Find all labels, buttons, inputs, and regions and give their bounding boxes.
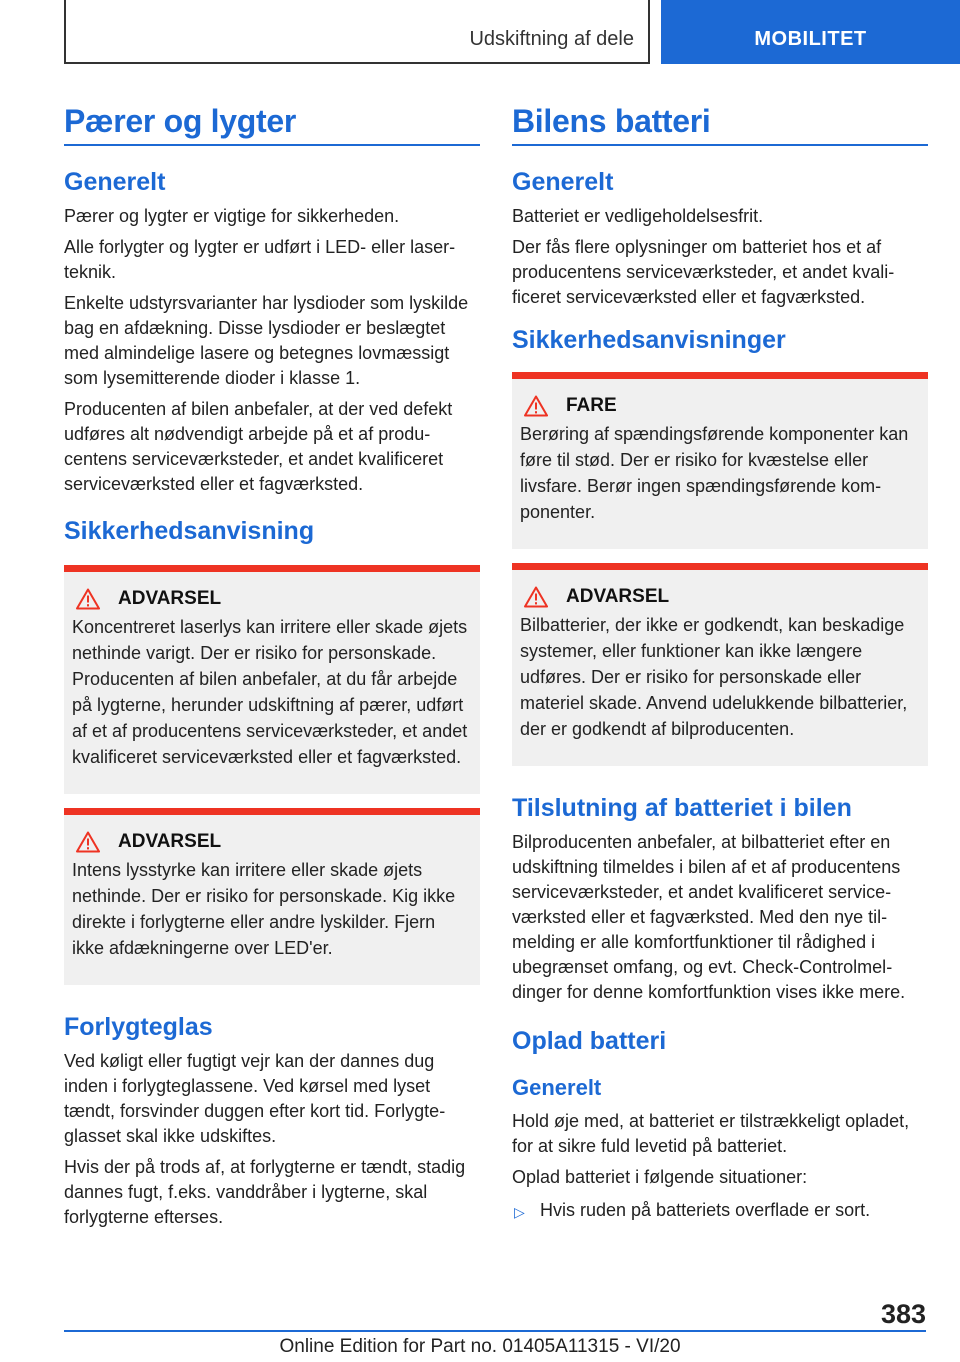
warning-text: Berøring af spændingsførende komponenter kan føre til stød. Der er risiko for kvæstelse eller livsfare. Berør ingen spændingsførende komponenter. — [520, 424, 909, 522]
warning-label: ADVARSEL — [118, 588, 222, 609]
heading-general-bulbs: Generelt — [64, 168, 166, 196]
warning-title — [520, 586, 920, 608]
right-column — [512, 100, 928, 1225]
heading-connect-battery: Tilslutning af batteriet i bilen — [512, 794, 852, 822]
section-title-bulbs: Pærer og lygter — [64, 100, 480, 146]
warning-text: Intens lysstyrke kan irritere eller skade øjets nethinde. Der er risiko for personskade. Kig ikke direkte i forlygterne eller andre lyskilder. Fjern ikke afdækningerne over LED'er. — [72, 860, 456, 958]
warning-label: ADVARSEL — [118, 831, 222, 852]
triangle-bullet-icon: ▷ — [514, 1204, 525, 1220]
warning-text: Bilbatterier, der ikke er godkendt, kan beskadige systemer, eller funktioner kan ikke længere udføres. Der er risiko for personskade eller materiel skade. Anvend udelukkende bilbatterier, der er godkendt af bilproducenten. — [520, 615, 908, 739]
paragraph: Batteriet er vedligeholdelsesfrit. — [512, 206, 764, 226]
list-item-text: Hvis ruden på batteriets overflade er sort. — [540, 1200, 871, 1220]
paragraph: Hvis der på trods af, at forlygterne er tændt, stadig dannes fugt, f.eks. vanddråber i lygterne, skal forlygterne efterses. — [64, 1157, 466, 1227]
footer-edition: Online Edition for Part no. 01405A11315 - VI/20 — [279, 1336, 681, 1357]
warning-text: Koncentreret laserlys kan irritere eller skade øjets nethinde varigt. Der er risiko for personskade. Producenten af bilen anbefaler, at du får arbejde på lygterne, herunder udskiftning af pærer, udført af et af producentens serviceværksteder, et andet kvalificeret serviceværksted eller et fagværksted. — [72, 617, 468, 767]
page-number: 383 — [880, 1299, 926, 1329]
left-column — [64, 100, 480, 1230]
heading-safety-note: Sikkerhedsanvisning — [64, 517, 315, 545]
heading-general-battery: Generelt — [512, 168, 614, 196]
warning-triangle-icon — [524, 395, 548, 417]
warning-triangle-icon — [524, 586, 548, 608]
warning-title — [72, 588, 472, 610]
heading-charge-battery: Oplad batteri — [512, 1027, 667, 1055]
paragraph: Hold øje med, at batteriet er tilstrækkeligt opladet, for at sikre fuld levetid på batteriet. — [512, 1111, 910, 1156]
warning-triangle-icon — [76, 831, 100, 853]
warning-box — [64, 808, 480, 985]
heading-safety-notes: Sikkerhedsanvisninger — [512, 326, 786, 354]
header-section-title: Udskiftning af dele — [469, 28, 634, 50]
list-item — [512, 1198, 928, 1225]
paragraph: Oplad batteriet i følgende situationer: — [512, 1167, 808, 1187]
header-chapter-tab[interactable] — [661, 0, 960, 64]
warning-label: ADVARSEL — [566, 586, 670, 607]
warning-triangle-icon — [76, 588, 100, 610]
header-section-box — [64, 0, 650, 64]
heading-charge-general: Generelt — [512, 1075, 602, 1100]
warning-title — [72, 831, 472, 853]
paragraph: Der fås flere oplysninger om batteriet hos et af producentens serviceværksteder, et andet kvalificeret serviceværksted eller et fagværksted. — [512, 237, 895, 307]
warning-box — [64, 565, 480, 794]
paragraph: Producenten af bilen anbefaler, at der ved defekt udføres alt nødvendigt arbejde på et af producentens serviceværksteder, et andet kvalificeret serviceværksted eller et fagværksted. — [64, 399, 453, 494]
heading-headlamp-glass: Forlygteglas — [64, 1013, 213, 1041]
paragraph: Enkelte udstyrsvarianter har lysdioder som lyskilde bag en afdækning. Disse lysdioder er beslægtet med almindelige lasere og betegnes lovmæssigt som lysemitterende dioder i klasse 1. — [64, 293, 469, 388]
danger-box — [512, 372, 928, 549]
section-title-battery: Bilens batteri — [512, 100, 928, 146]
footer-divider — [64, 1330, 926, 1332]
paragraph: Alle forlygter og lygter er udført i LED- eller laserteknik. — [64, 237, 456, 282]
paragraph: Pærer og lygter er vigtige for sikkerheden. — [64, 206, 400, 226]
warning-title — [520, 395, 920, 417]
paragraph: Bilproducenten anbefaler, at bilbatteriet efter en udskiftning tilmeldes i bilen af et af producentens serviceværksteder, et andet kvalificeret serviceværksted eller et fagværksted. Med den nye tilmelding er alle komfortfunktioner til rådighed i ubegrænset omfang, og evt. Check-Controlmeldinger for denne komfortfunktion vises ikke mere. — [512, 832, 906, 1002]
paragraph: Ved køligt eller fugtigt vejr kan der dannes dug inden i forlygteglassene. Ved kørsel med lyset tændt, forsvinder duggen efter kort tid. Forlygteglasset skal ikke udskiftes. — [64, 1051, 446, 1146]
warning-label: FARE — [566, 395, 617, 416]
header-chapter-title: MOBILITET — [754, 28, 867, 50]
warning-box — [512, 563, 928, 766]
